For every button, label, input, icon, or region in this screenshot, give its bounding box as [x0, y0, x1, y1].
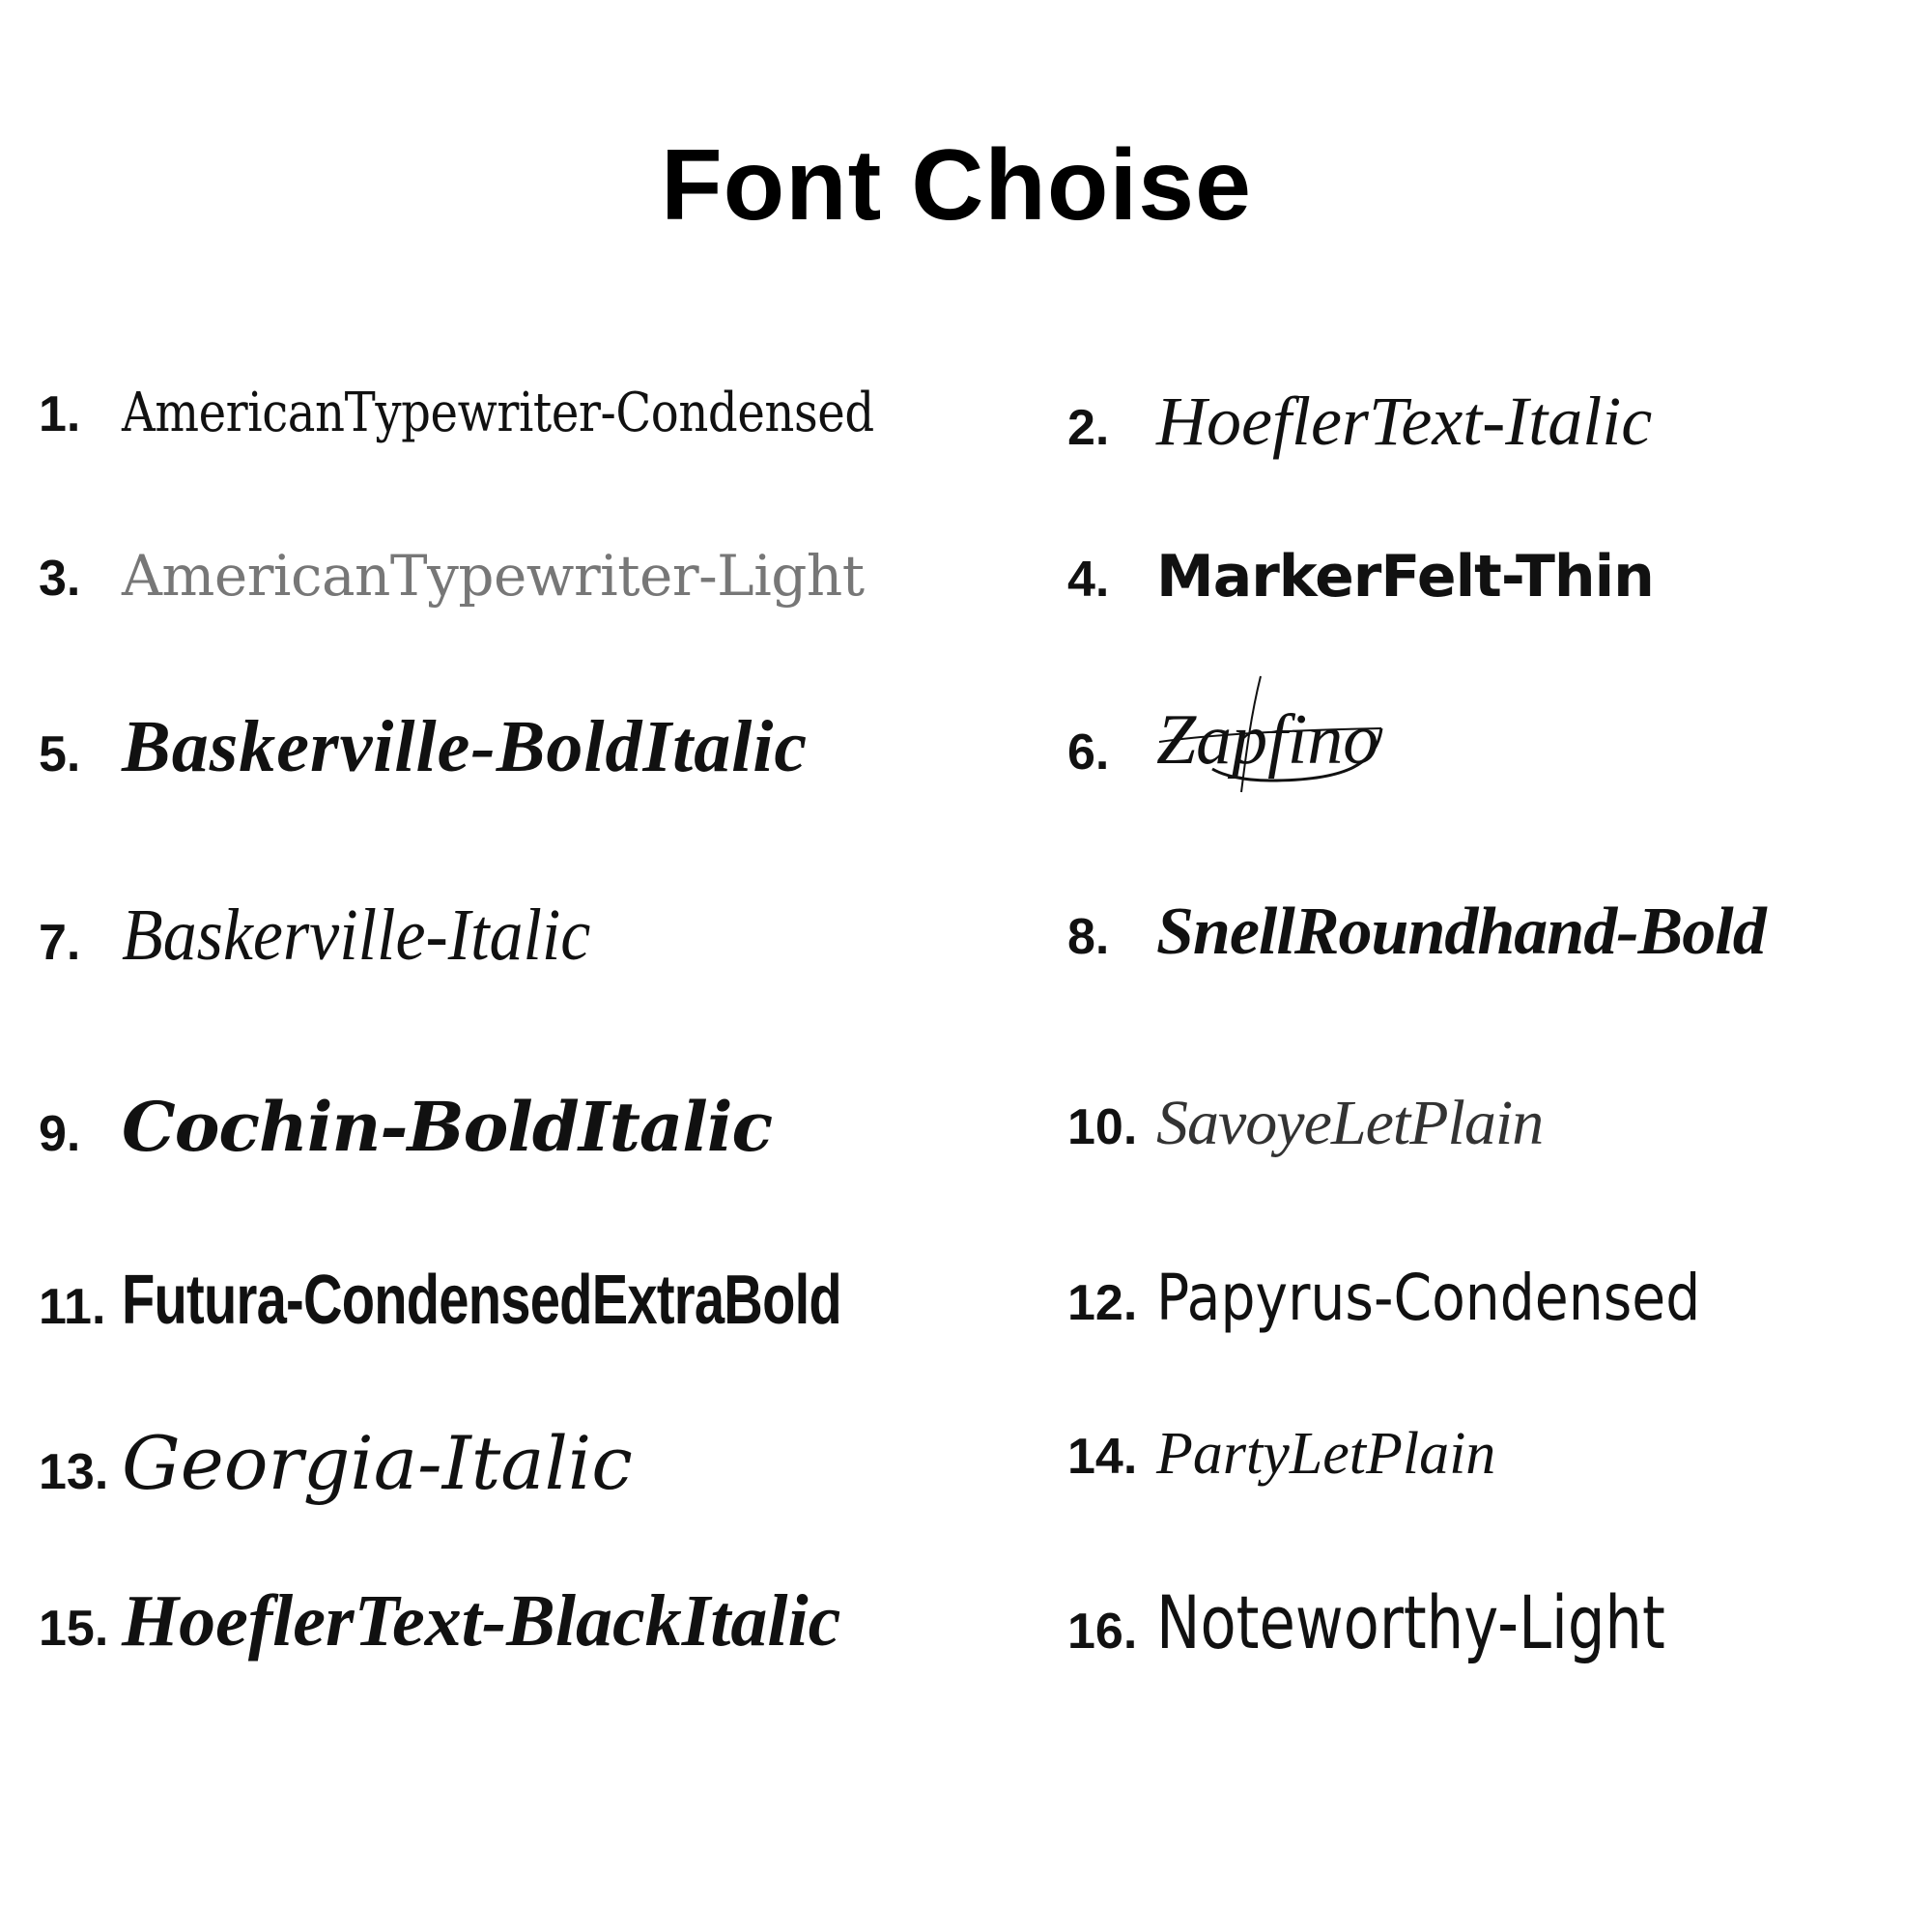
font-number: 10.: [1067, 1099, 1138, 1155]
font-number: 3.: [39, 551, 81, 607]
font-option-10: [1067, 1087, 1543, 1160]
font-sample: AmericanTypewriter-Condensed: [122, 382, 874, 444]
font-number: 11.: [39, 1279, 106, 1335]
font-number: 9.: [39, 1106, 81, 1162]
font-number: 2.: [1067, 400, 1110, 456]
font-sample: AmericanTypewriter-Light: [122, 543, 865, 609]
font-sample: Baskerville-BoldItalic: [122, 706, 809, 787]
font-number: 5.: [39, 726, 81, 782]
font-sample: Zapfino: [1156, 700, 1379, 780]
font-sample: Papyrus-Condensed: [1156, 1261, 1701, 1335]
font-option-8: [1067, 894, 1766, 971]
font-number: 13.: [39, 1444, 109, 1500]
font-number: 8.: [1067, 909, 1110, 965]
font-sample: SnellRoundhand-Bold: [1156, 895, 1766, 969]
font-sample: MarkerFelt-Thin: [1156, 543, 1654, 611]
font-option-7: [39, 894, 632, 978]
font-sample: PartyLetPlain: [1156, 1421, 1496, 1487]
font-sample: SavoyeLetPlain: [1156, 1088, 1544, 1158]
font-option-16: [1067, 1579, 1793, 1665]
font-option-3: [39, 543, 865, 609]
zapfino-flourish-icon: [1154, 667, 1406, 802]
font-sample: HoeflerText-Italic: [1156, 383, 1653, 460]
font-number: 15.: [39, 1601, 109, 1657]
font-sample: Cochin-BoldItalic: [122, 1087, 773, 1167]
font-option-13: [39, 1420, 633, 1506]
font-sample: HoeflerText-BlackItalic: [122, 1580, 841, 1662]
font-option-9: [39, 1087, 772, 1167]
font-option-15: [39, 1579, 840, 1663]
font-number: 7.: [39, 915, 81, 971]
font-option-5: [39, 705, 808, 789]
font-number: 1.: [39, 386, 81, 442]
font-number: 16.: [1067, 1604, 1138, 1660]
font-option-12: [1067, 1261, 1789, 1335]
font-sample: Baskerville-Italic: [122, 895, 591, 976]
font-sample: Georgia-Italic: [122, 1420, 633, 1506]
font-option-14: [1067, 1420, 1495, 1489]
font-option-2: [1067, 382, 1652, 462]
font-option-4: [1067, 543, 1654, 611]
font-sample: Futura-CondensedExtraBold: [122, 1262, 841, 1339]
font-option-1: [39, 382, 997, 444]
font-number: 12.: [1067, 1275, 1138, 1331]
font-number: 14.: [1067, 1429, 1138, 1485]
page-title: Font Choise: [661, 129, 1252, 242]
font-option-11: [39, 1261, 1044, 1340]
font-number: 4.: [1067, 552, 1110, 608]
font-number: 6.: [1067, 724, 1110, 781]
font-option-6: [1067, 700, 1379, 787]
font-sample: Noteworthy-Light: [1156, 1579, 1665, 1665]
